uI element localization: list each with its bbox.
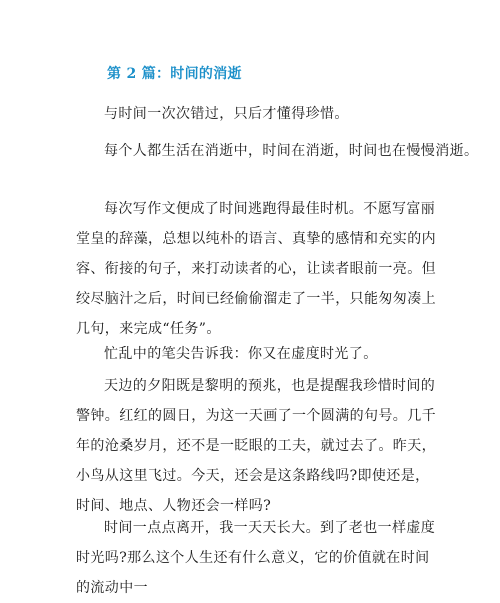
paragraph-5: 天边的夕阳既是黎明的预兆，也是提醒我珍惜时间的警钟。红红的圆日，为这一天画了一个圆满的句号。几千年的沧桑岁月，还不是一眨眼的工夫，就过去了。昨天，小鸟从这里飞过。今天，还会是这条路线吗?即使还是，时间、地点、人物还会一样吗? bbox=[76, 378, 436, 514]
paragraph-4: 忙乱中的笔尖告诉我：你又在虚度时光了。 bbox=[104, 346, 378, 362]
article-heading: 第 2 篇：时间的消逝 bbox=[107, 66, 242, 82]
paragraph-6: 时间一点点离开，我一天天长大。到了老也一样虚度时光吗?那么这个人生还有什么意义，它的价值就在时间的流动中一 bbox=[76, 520, 436, 596]
paragraph-1: 与时间一次次错过，只后才懂得珍惜。 bbox=[104, 106, 349, 122]
paragraph-3: 每次写作文便成了时间逃跑得最佳时机。不愿写富丽堂皇的辞藻，总想以纯朴的语言、真挚的感情和充实的内容、衔接的句子，来打动读者的心，让读者眼前一亮。但绞尽脑汁之后，时间已经偷偷溜走了一半，只能匆匆凑上几句，来完成“任务”。 bbox=[76, 201, 436, 337]
paragraph-2: 每个人都生活在消逝中，时间在消逝，时间也在慢慢消逝。 bbox=[104, 143, 479, 159]
